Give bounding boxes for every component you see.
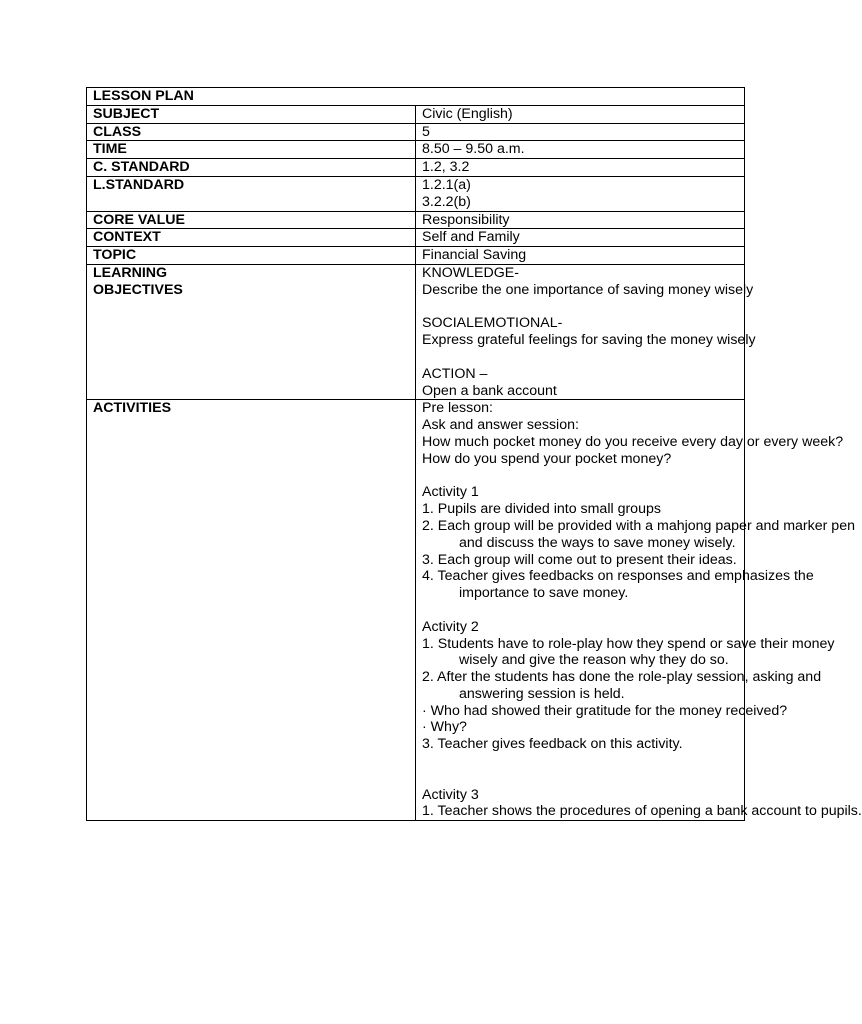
row-label: ACTIVITIES — [87, 400, 416, 821]
activity-line: and discuss the ways to save money wisely. — [459, 534, 736, 551]
objective-line: ACTION – — [422, 365, 488, 382]
row-value — [416, 176, 745, 211]
row-value — [416, 159, 745, 177]
row-activities — [87, 400, 745, 821]
value-line: Financial Saving — [422, 247, 527, 264]
activity-line: answering session is held. — [459, 685, 625, 702]
activity-line: 2. After the students has done the role-play session, asking and — [422, 669, 822, 686]
value-line: Responsibility — [422, 211, 510, 228]
objectives-content — [416, 264, 756, 399]
activity-line: 1. Pupils are divided into small groups — [422, 501, 661, 518]
objective-line: KNOWLEDGE- — [422, 264, 519, 281]
row-label: CLASS — [87, 123, 416, 141]
row-class — [87, 123, 745, 141]
activity-line: Activity 1 — [422, 484, 479, 501]
row-label: CORE VALUE — [87, 211, 416, 229]
activity-line: 3. Each group will come out to present their ideas. — [422, 551, 737, 568]
row-time — [87, 141, 745, 159]
objective-line: SOCIALEMOTIONAL- — [422, 315, 563, 332]
activity-line: 1. Students have to role-play how they spend or save their money — [422, 635, 835, 652]
value-line: 1.2.1(a) — [422, 176, 471, 193]
activity-line: · Who had showed their gratitude for the money received? — [422, 702, 788, 719]
row-label: L.STANDARD — [87, 176, 416, 211]
row-context — [87, 229, 745, 247]
row-value — [416, 247, 745, 265]
activity-line: How much pocket money do you receive every day or every week? — [422, 433, 844, 450]
blank-line — [422, 349, 738, 366]
row-value — [416, 141, 745, 159]
row-learning-objectives — [87, 264, 745, 399]
title-row — [87, 88, 745, 106]
row-c-standard — [87, 159, 745, 177]
activity-line: 4. Teacher gives feedbacks on responses and emphasizes the — [422, 568, 814, 585]
activity-line: wisely and give the reason why they do so. — [459, 652, 729, 669]
row-value — [416, 229, 745, 247]
row-label: TIME — [87, 141, 416, 159]
row-value — [416, 123, 745, 141]
objective-line: Open a bank account — [422, 382, 557, 399]
row-subject — [87, 105, 745, 123]
value-line: Self and Family — [422, 229, 520, 246]
row-core-value — [87, 211, 745, 229]
lesson-plan-title: LESSON PLAN — [87, 88, 745, 106]
value-line: Civic (English) — [422, 105, 513, 122]
row-value — [416, 211, 745, 229]
blank-line — [422, 602, 738, 619]
blank-line — [422, 299, 738, 316]
activity-line: 1. Teacher shows the procedures of opening a bank account to pupils. — [422, 803, 862, 820]
activity-line: Ask and answer session: — [422, 417, 579, 434]
objective-line: Express grateful feelings for saving the money wisely — [422, 332, 756, 349]
blank-line — [422, 770, 738, 787]
blank-line — [422, 753, 738, 770]
activity-line: Activity 2 — [422, 618, 479, 635]
value-line: 1.2, 3.2 — [422, 159, 470, 176]
activities-content — [416, 400, 862, 821]
row-label: C. STANDARD — [87, 159, 416, 177]
blank-line — [422, 468, 738, 485]
row-value — [416, 105, 745, 123]
activity-line: Pre lesson: — [422, 400, 493, 417]
activity-line: importance to save money. — [459, 585, 629, 602]
value-line: 3.2.2(b) — [422, 193, 471, 210]
row-label: TOPIC — [87, 247, 416, 265]
activity-line: 2. Each group will be provided with a mahjong paper and marker pen — [422, 517, 855, 534]
row-label: CONTEXT — [87, 229, 416, 247]
activity-line: Activity 3 — [422, 786, 479, 803]
row-l-standard — [87, 176, 745, 211]
row-topic — [87, 247, 745, 265]
activity-line: How do you spend your pocket money? — [422, 450, 672, 467]
objective-line: Describe the one importance of saving money wisely — [422, 281, 754, 298]
activity-line: 3. Teacher gives feedback on this activity. — [422, 736, 683, 753]
activity-line: · Why? — [422, 719, 467, 736]
lesson-plan-table — [86, 87, 862, 821]
row-label — [87, 264, 416, 399]
label-line: LEARNING — [93, 264, 168, 281]
label-line: OBJECTIVES — [93, 281, 183, 298]
row-label: SUBJECT — [87, 105, 416, 123]
lesson-plan-page — [86, 87, 862, 821]
value-line: 5 — [422, 123, 430, 140]
value-line: 8.50 – 9.50 a.m. — [422, 141, 525, 158]
